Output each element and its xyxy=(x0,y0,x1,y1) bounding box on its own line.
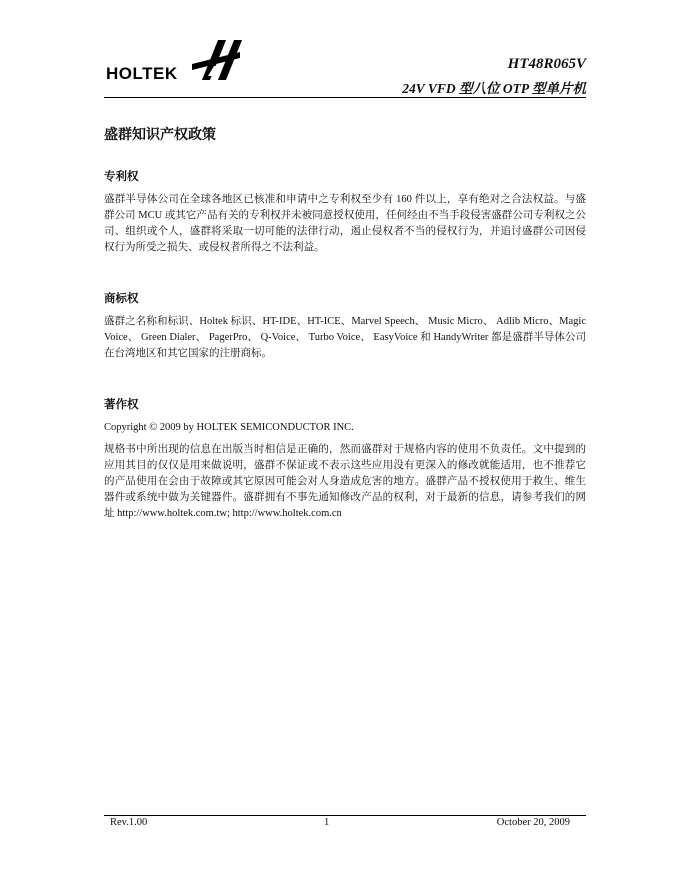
section-heading-copyright: 著作权 xyxy=(104,399,139,411)
holtek-logo-mark-icon xyxy=(188,36,244,82)
page-header xyxy=(104,36,586,98)
patent-section xyxy=(104,168,586,256)
trademark-section xyxy=(104,290,586,362)
copyright-line: Copyright © 2009 by HOLTEK SEMICONDUCTOR INC. xyxy=(104,422,354,433)
footer-revision: Rev.1.00 xyxy=(110,817,148,828)
section-heading-trademark: 商标权 xyxy=(104,293,139,305)
holtek-logo xyxy=(104,36,254,88)
product-subtitle: 24V VFD 型八位 OTP 型单片机 xyxy=(402,81,586,96)
logo-text: HOLTEK xyxy=(106,64,178,83)
disclaimer-paragraph: 规格书中所出现的信息在出版当时相信是正确的，然而盛群对于规格内容的使用不负责任。文中提到的应用其目的仅仅是用来做说明，盛群不保证或不表示这些应用没有更深入的修改就能适用，也不推荐它的产品使用在会由于故障或其它原因可能会对人身造成危害的地方。盛群产品不授权使用于救生、维生器件或系统中做为关键器件。盛群拥有不事先通知修改产品的权利，对于最新的信息，请参考我们的网址 http://www.holtek.com.tw; http://www.holtek.com.cn xyxy=(104,444,586,519)
section-heading-patent: 专利权 xyxy=(104,171,139,183)
footer-divider xyxy=(104,815,586,816)
header-divider xyxy=(104,97,586,98)
page-title: 盛群知识产权政策 xyxy=(104,128,216,143)
main-content xyxy=(104,124,586,522)
footer-page-number: 1 xyxy=(324,817,330,828)
footer-date: October 20, 2009 xyxy=(496,817,570,828)
patent-paragraph: 盛群半导体公司在全球各地区已核准和申请中之专利权至少有 160 件以上，享有绝对之合法权益。与盛群公司 MCU 或其它产品有关的专利权并未被同意授权使用，任何经由不当手段侵害盛群公司专利权之公司、组织或个人，盛群将采取一切可能的法律行动，遏止侵权者不当的侵权行为，并追讨盛群公司因侵权行为所受之损失、或侵权者所得之不法利益。 xyxy=(104,194,586,253)
trademark-paragraph: 盛群之名称和标识、Holtek 标识、HT-IDE、HT-ICE、Marvel Speech、 Music Micro、 Adlib Micro、Magic Voice、 Green Dialer、 PagerPro、 Q-Voice、 Turbo Voice、 EasyVoice 和 HandyWriter 都是盛群半导体公司在台湾地区和其它国家的注册商标。 xyxy=(104,316,586,359)
product-model: HT48R065V xyxy=(507,56,586,72)
copyright-section xyxy=(104,396,586,522)
